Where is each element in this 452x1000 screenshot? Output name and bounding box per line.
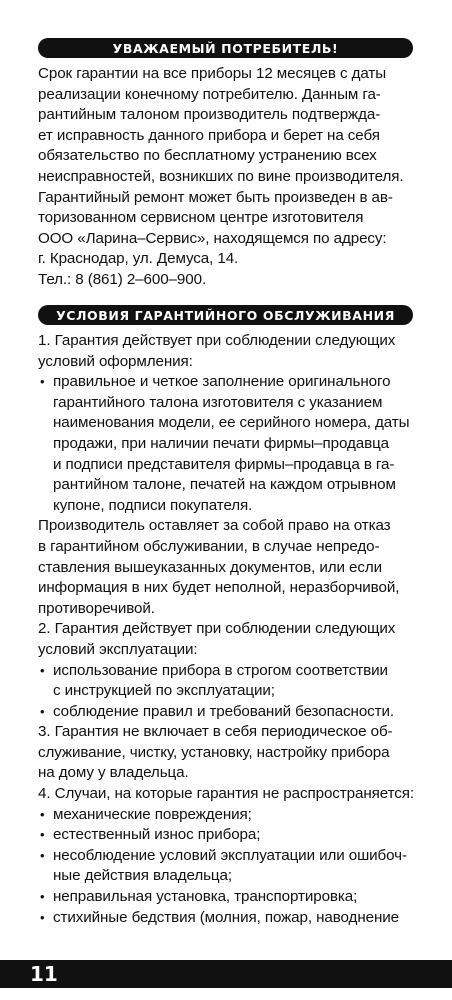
section-title: УВАЖАЕМЫЙ ПОТРЕБИТЕЛЬ!	[112, 40, 339, 56]
text-line: купоне, подписи покупателя.	[53, 496, 253, 514]
bullet-icon: •	[40, 703, 45, 719]
warranty-conditions-text	[38, 331, 423, 928]
text-line: г. Краснодар, ул. Демуса, 14.	[38, 250, 239, 268]
bullet-item: • механические повреждения;	[38, 805, 423, 826]
section-header-dear-consumer	[38, 38, 413, 58]
text-line: Производитель оставляет за собой право на отказ	[38, 517, 391, 535]
bullet-icon: •	[40, 889, 45, 905]
text-line: рантийном талоне, печатей на каждом отрывном	[53, 476, 396, 494]
bullet-item: • естественный износ прибора;	[38, 825, 423, 846]
text-line: гарантийного талона изготовителя с указанием	[53, 393, 383, 411]
text-line: условий оформления:	[38, 352, 193, 370]
text-line: информация в них будет неполной, неразборчивой,	[38, 579, 400, 597]
text-line: ет исправность данного прибора и берет на себя	[38, 126, 380, 144]
warranty-intro-text	[38, 64, 423, 291]
text-line: и подписи представителя фирмы–продавца в га-	[53, 455, 395, 473]
text-line: ООО «Ларина–Сервис», находящемся по адресу:	[38, 229, 387, 247]
text-line: 4. Случаи, на которые гарантия не распространяется:	[38, 785, 415, 803]
text-line: с инструкцией по эксплуатации;	[53, 682, 275, 700]
text-line: неисправностей, возникших по вине производителя.	[38, 167, 404, 185]
bullet-icon: •	[40, 909, 45, 925]
text-line: реализации конечному потребителю. Данным га-	[38, 85, 381, 103]
page-number: 11	[30, 962, 58, 986]
text-line: торизованном сервисном центре изготовителя	[38, 209, 364, 227]
text-line: на дому у владельца.	[38, 764, 189, 782]
bullet-item: • правильное и четкое заполнение оригинального	[38, 372, 423, 393]
text-line: ные действия владельца;	[53, 867, 232, 885]
bullet-icon: •	[40, 662, 45, 678]
section-header-warranty-conditions	[38, 305, 413, 325]
bullet-item: • использование прибора в строгом соответствии	[38, 661, 423, 682]
text-line: в гарантийном обслуживании, в случае непредо-	[38, 537, 380, 555]
text-line: Срок гарантии на все приборы 12 месяцев с даты	[38, 65, 387, 82]
bullet-item: • неправильная установка, транспортировка;	[38, 887, 423, 908]
text-line: противоречивой.	[38, 599, 155, 617]
bullet-icon: •	[40, 827, 45, 843]
text-line: служивание, чистку, установку, настройку прибора	[38, 743, 390, 761]
text-line: Гарантийный ремонт может быть произведен в ав-	[38, 188, 393, 206]
section-title: УСЛОВИЯ ГАРАНТИЙНОГО ОБСЛУЖИВАНИЯ	[56, 307, 395, 323]
text-line: ставления вышеуказанных документов, или если	[38, 558, 382, 576]
phone-line: Тел.: 8 (861) 2–600–900.	[38, 270, 207, 288]
text-line: 1. Гарантия действует при соблюдении следующих	[38, 332, 396, 349]
text-line: рантийным талоном производитель подтвержда-	[38, 106, 381, 124]
text-line: обязательство по бесплатному устранению всех	[38, 147, 377, 165]
bullet-icon: •	[40, 806, 45, 822]
text-line: условий эксплуатации:	[38, 640, 198, 658]
text-line: 2. Гарантия действует при соблюдении следующих	[38, 620, 396, 638]
text-line: 3. Гарантия не включает в себя периодическое об-	[38, 723, 393, 741]
bullet-icon: •	[40, 847, 45, 863]
bullet-item: • несоблюдение условий эксплуатации или ошибоч-	[38, 846, 423, 867]
text-line: наименования модели, ее серийного номера, даты	[53, 414, 410, 432]
bullet-icon: •	[40, 374, 45, 390]
bullet-item: • соблюдение правил и требований безопасности.	[38, 702, 423, 723]
text-line: продажи, при наличии печати фирмы–продавца	[53, 434, 390, 452]
bullet-item: • стихийные бедствия (молния, пожар, наводнение	[38, 908, 423, 929]
